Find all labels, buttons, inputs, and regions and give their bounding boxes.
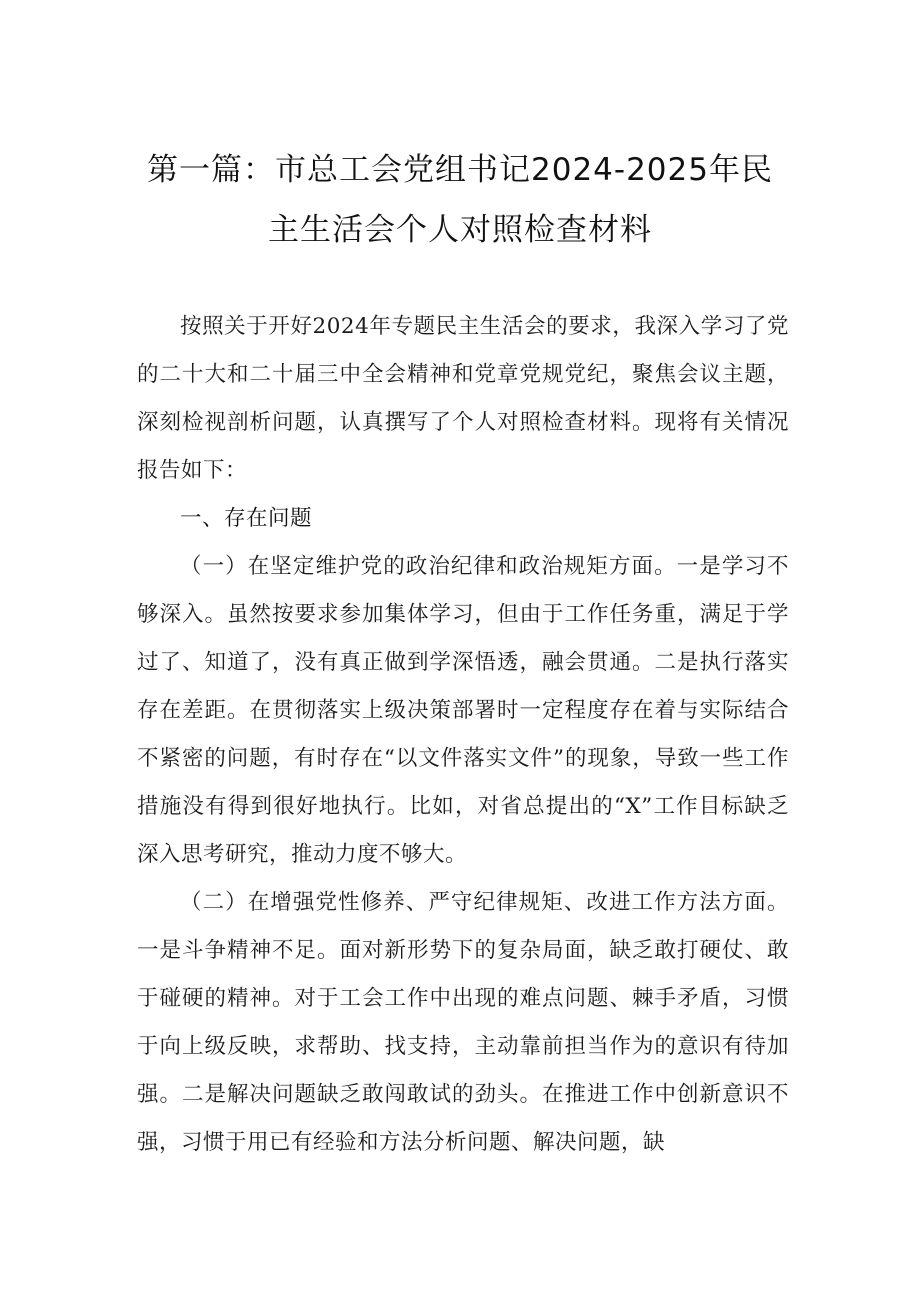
section-heading: 一、存在问题 bbox=[180, 506, 313, 531]
intro-paragraph: 按照关于开好2024年专题民主生活会的要求，我深入学习了党的二十大和二十届三中全会精神和党章党规党纪，聚焦会议主题，深刻检视剖析问题，认真撰写了个人对照检查材料。现将有关情况报告如下： bbox=[137, 314, 789, 483]
problem-item-1: （一）在坚定维护党的政治纪律和政治规矩方面。一是学习不够深入。虽然按要求参加集体学习，但由于工作任务重，满足于学过了、知道了，没有真正做到学深悟透，融会贯通。二是执行落实存在差距。在贯彻落实上级决策部署时一定程度存在着与实际结合不紧密的问题，有时存在“以文件落实文件”的现象，导致一些工作措施没有得到很好地执行。比如，对省总提出的“X”工作目标缺乏深入思考研究，推动力度不够大。 bbox=[137, 554, 789, 867]
document-title-line-1: 第一篇：市总工会党组书记2024-2025年民 bbox=[147, 152, 773, 188]
document-title-line-2: 主生活会个人对照检查材料 bbox=[268, 212, 652, 248]
problem-item-2: （二）在增强党性修养、严守纪律规矩、改进工作方法方面。一是斗争精神不足。面对新形势下的复杂局面，缺乏敢打硬仗、敢于碰硬的精神。对于工会工作中出现的难点问题、棘手矛盾，习惯于向上级反映，求帮助、找支持，主动靠前担当作为的意识有待加强。二是解决问题缺乏敢闯敢试的劲头。在推进工作中创新意识不强，习惯于用已有经验和方法分析问题、解决问题，缺 bbox=[137, 890, 789, 1155]
document-body bbox=[137, 303, 789, 1167]
